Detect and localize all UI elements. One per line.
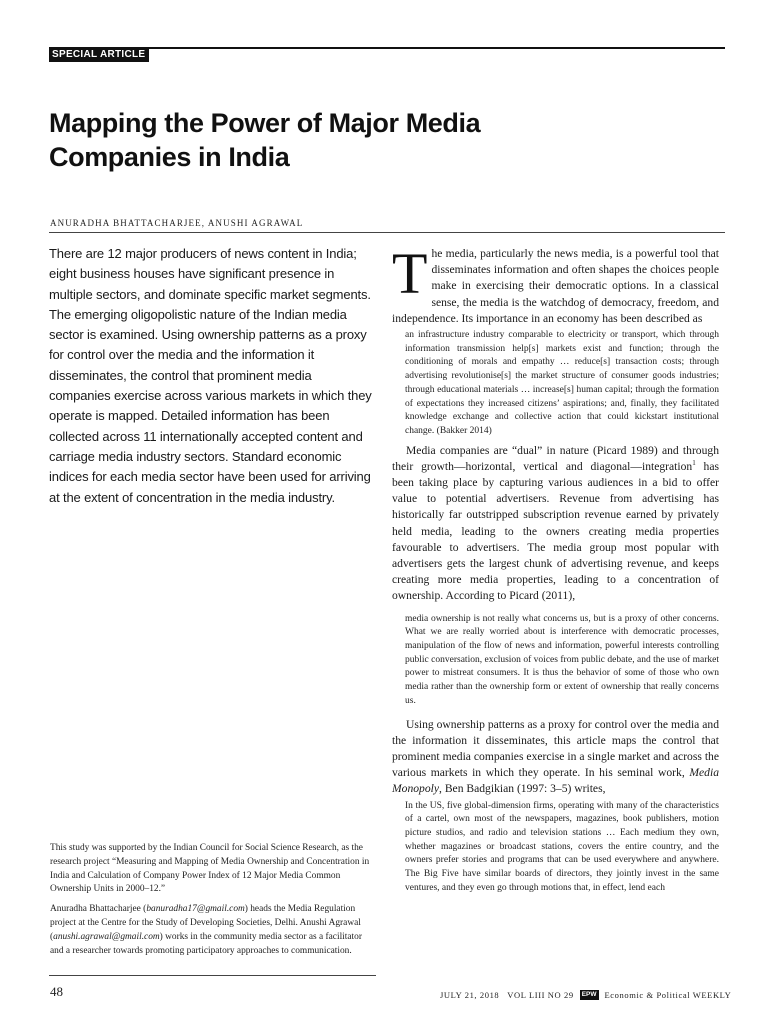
body-paragraph-2: Media companies are “dual” in nature (Picard 1989) and through their growth—horizontal, vertical and diagonal—integration$^1$ has been taking place by capturing various audiences in a bid to offer value to potential advertisers. Revenue from advertising has historically far outstripped subscription revenue earned by privately held media, leading to the owners creating media properties favourable to advertisers. The media group most popular with advertisers gets the largest chunk of advertising revenue, and keeps creating more media properties, leading to a concentration of ownership. According to Picard (2011), [392, 443, 719, 603]
block-quote-3: In the US, five global-dimension firms, operating with many of the characteristics of a cartel, own most of the newspapers, magazines, book publishers, motion picture studios, and radio and television stations … Each medium they own, whether magazines or broadcast stations, covers the entire country, and the owners prefer stories and programs that can be used everywhere and anywhere. The Big Five have similar boards of directors, they jointly invest in the same ventures, and they even go through motions that, in effect, lend each [405, 800, 719, 893]
title-line-2: Companies in India [49, 142, 290, 172]
drop-cap: T [392, 241, 428, 306]
block-quote-2: media ownership is not really what concerns us, but is a proxy of other concerns. What we are really worried about is interference with democratic processes, manipulation of the flow of news and information, powerful interests controlling public conversation, exclusion of voices from public debate, and the use of market power to mistreat consumers. It is thus the behavior of some of those who own media rather than the ownership form or extent of ownership that really concerns us. [405, 613, 719, 706]
funding-note: This study was supported by the Indian Council for Social Science Research, as the research project “Measuring and Mapping of Media Ownership and Concentration in India and Calculation of Company Power Index of 12 Major Media Common Ownership Units in 2000–12.” [50, 843, 370, 895]
abstract: There are 12 major producers of news content in India; eight business houses have significant presence in multiple sectors, and dominate specific market segments. The emerging oligopolistic nature of the Indian media sector is examined. Using ownership patterns as a proxy for control over the media and the information it disseminates, the control that prominent media companies exercise across various markets in which they operate is mapped. Detailed information has been collected across 11 internationally accepted content and carriage media industry sectors. Standard economic indices for each media sector have been used for arriving at the extent of concentration in the media industry. [49, 246, 372, 505]
author-bio: Anuradha Bhattacharjee (banuradha17@gmail.com) heads the Media Regulation project at the Centre for the Study of Developing Societies, Delhi. Anushi Agrawal (anushi.agrawal@gmail.com) works in the community media sector as a facilitator and a researcher towards promoting participatory approaches to communication. [50, 904, 362, 956]
journal-name: Economic & Political WEEKLY [604, 990, 732, 1000]
page-number: 48 [50, 984, 63, 999]
footnote-divider [49, 975, 376, 976]
article-title [49, 106, 609, 174]
issue-info: JULY 21, 2018 VOL LIII NO 29 [440, 990, 574, 1000]
body-paragraph-1: The media, particularly the news media, is a powerful tool that disseminates information and often shapes the choices people make in exercising their democratic options. In a classical sense, the media is the watchdog of democracy, freedom, and independence. Its importance in an economy has been described as [392, 241, 719, 325]
body-paragraph-3: Using ownership patterns as a proxy for control over the media and the information it disseminates, this article maps the control that prominent media companies exercise in a single market and across the various markets in which they operate. In his seminal work, Media Monopoly, Ben Badgikian (1997: 3–5) writes, [392, 717, 719, 796]
author-footnote [50, 842, 376, 964]
header-divider [49, 232, 725, 233]
epw-logo-icon: EPW [581, 991, 597, 998]
author-email-2[interactable]: anushi.agrawal@gmail.com [53, 931, 160, 942]
section-label-bar [49, 47, 725, 62]
block-quote-1: an infrastructure industry comparable to electricity or transport, which through information transmission help[s] markets exist and function; through the conditioning of morals and empathy … reduce[s] transaction costs; through advertising revolutionise[s] the market structure of consumer goods industries; through educational materials … increase[s] human capital; through the formation of expectations they increased citizens’ aspirations; and, finally, they facilitated knowledge exchange and collective action that could kickstart institutional change. (Bakker 2014) [405, 330, 719, 436]
book-title: Media Monopoly [392, 766, 719, 796]
footnote-ref-1[interactable]: 1 [692, 458, 696, 467]
title-line-1: Mapping the Power of Major Media [49, 108, 481, 138]
article-body [392, 241, 719, 900]
author-email-1[interactable]: banuradha17@gmail.com [146, 904, 245, 915]
section-label: SPECIAL ARTICLE [49, 49, 149, 62]
author-names: ANURADHA BHATTACHARJEE, ANUSHI AGRAWAL [50, 218, 304, 228]
journal-footer [440, 990, 731, 1000]
